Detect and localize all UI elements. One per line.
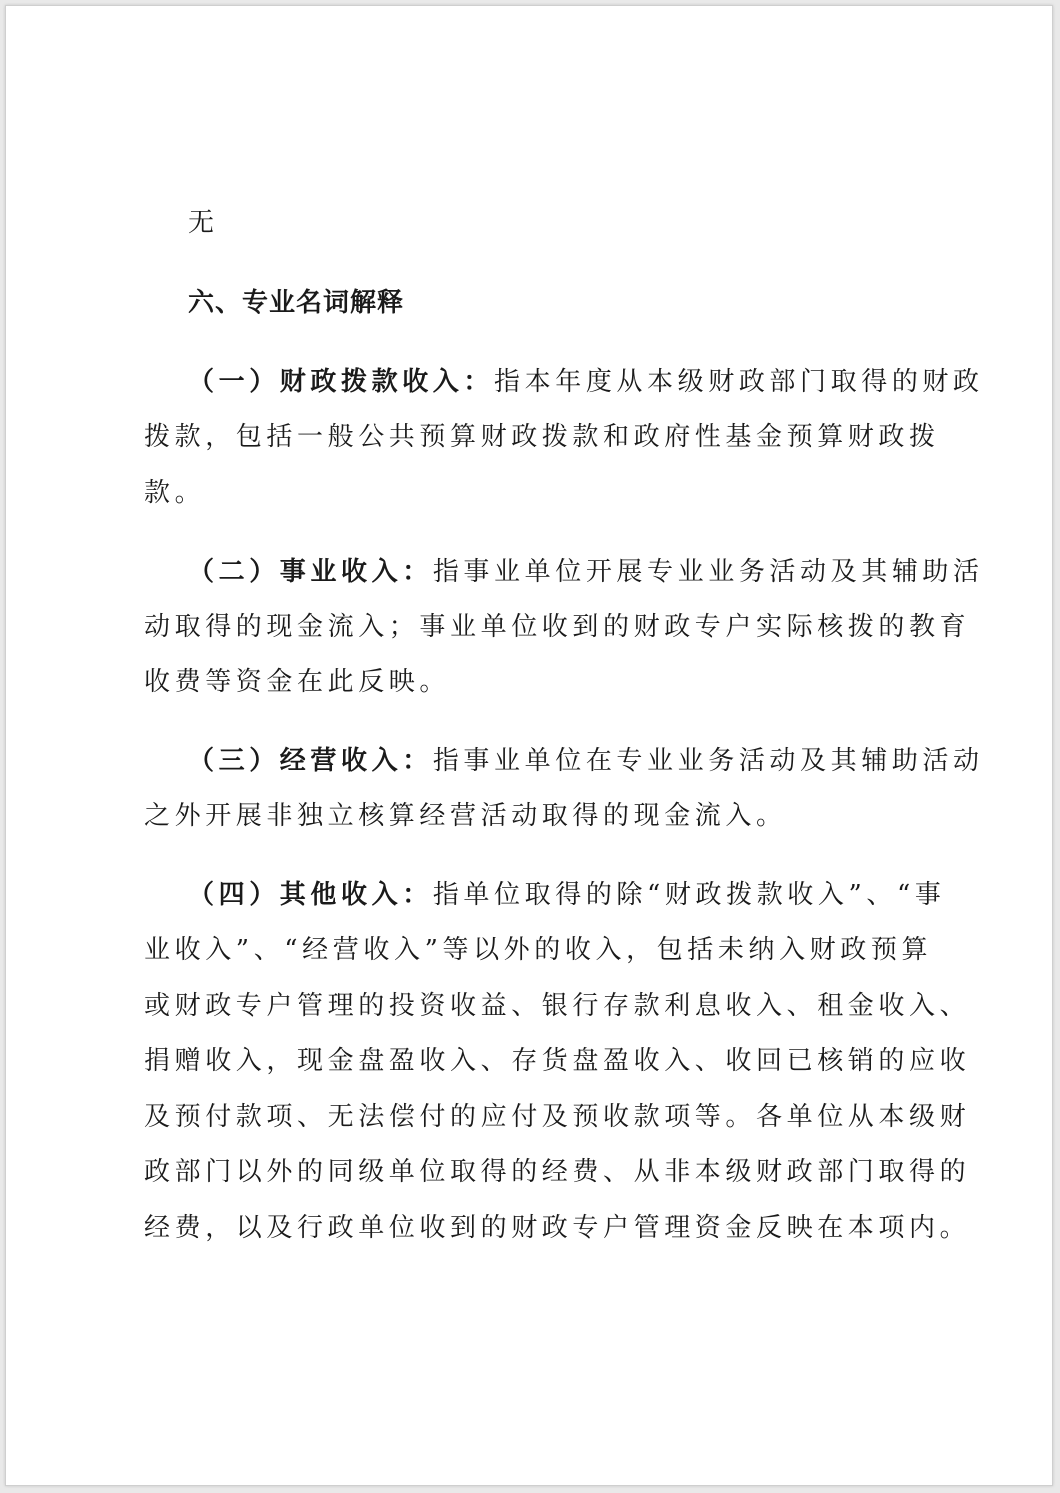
- item-3-text-1: 指事业单位在专业业务活动及其辅助活动: [432, 746, 984, 776]
- item-4-line-2: 业收入”、“经营收入”等以外的收入，包括未纳入财政预算: [144, 935, 933, 965]
- document-page: [5, 5, 1053, 1486]
- item-1-text-1: 指本年度从本级财政部门取得的财政: [494, 367, 984, 397]
- item-3-line-1: [188, 746, 984, 776]
- item-4-term: （四）其他收入：: [188, 880, 433, 910]
- item-4-text-1: 指单位取得的除“财政拨款收入”、“事: [432, 880, 946, 910]
- item-1-term: （一）财政拨款收入：: [188, 367, 495, 397]
- item-1-line-2: 拨款，包括一般公共预算财政拨款和政府性基金预算财政拨: [144, 422, 940, 452]
- item-3-line-2: 之外开展非独立核算经营活动取得的现金流入。: [144, 801, 787, 831]
- item-1-line-3: 款。: [144, 478, 206, 508]
- item-2-term: （二）事业收入：: [188, 557, 433, 587]
- item-2-text-1: 指事业单位开展专业业务活动及其辅助活: [432, 557, 984, 587]
- section-heading: 六、专业名词解释: [188, 288, 405, 318]
- item-2-line-1: [188, 557, 984, 587]
- item-4-line-6: 政部门以外的同级单位取得的经费、从非本级财政部门取得的: [144, 1157, 971, 1187]
- item-2-line-3: 收费等资金在此反映。: [144, 667, 451, 697]
- item-4-line-5: 及预付款项、无法偿付的应付及预收款项等。各单位从本级财: [144, 1102, 971, 1132]
- item-3-term: （三）经营收入：: [188, 746, 433, 776]
- item-4-line-3: 或财政专户管理的投资收益、银行存款利息收入、租金收入、: [144, 991, 971, 1021]
- item-4-line-4: 捐赠收入，现金盘盈收入、存货盘盈收入、收回已核销的应收: [144, 1046, 971, 1076]
- intro-text: 无: [188, 208, 219, 238]
- item-2-line-2: 动取得的现金流入；事业单位收到的财政专户实际核拨的教育: [144, 612, 971, 642]
- item-4-line-1: [188, 880, 946, 910]
- item-1-line-1: [188, 367, 984, 397]
- item-4-line-7: 经费，以及行政单位收到的财政专户管理资金反映在本项内。: [144, 1213, 971, 1243]
